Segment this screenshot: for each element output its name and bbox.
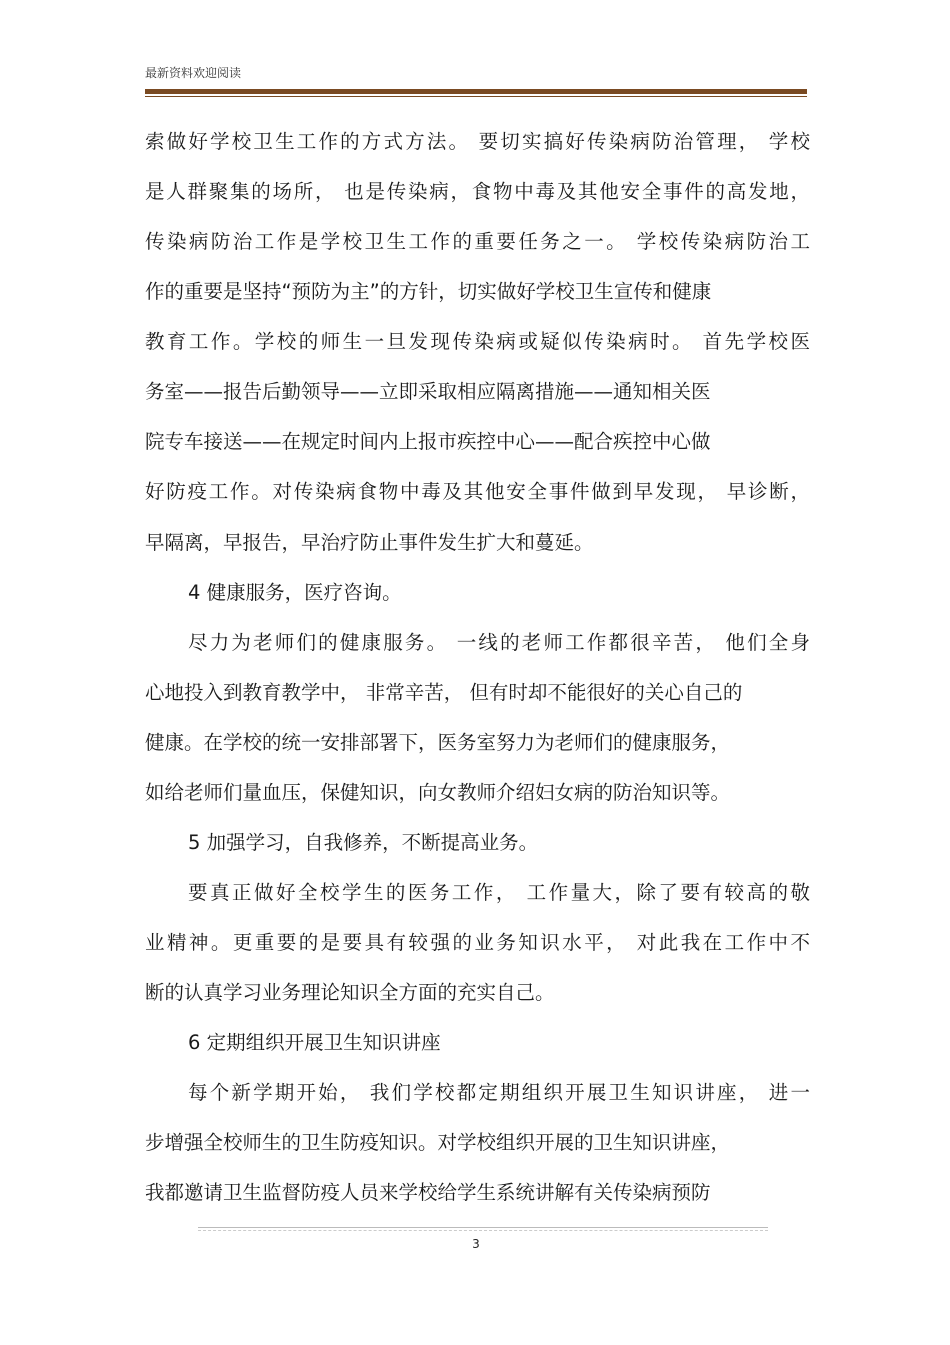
text-line: 索做好学校卫生工作的方式方法。 要切实搞好传染病防治管理， 学校 — [145, 130, 810, 153]
text-line: 步增强全校师生的卫生防疫知识。对学校组织开展的卫生知识讲座， — [145, 1131, 731, 1154]
text-line: 要真正做好全校学生的医务工作， 工作量大，除了要有较高的敬 — [188, 881, 810, 904]
text-line: 心地投入到教育教学中， 非常辛苦， 但有时却不能很好的关心自己的 — [145, 681, 743, 704]
header-rule-thin — [145, 96, 807, 97]
text-line: 断的认真学习业务理论知识全方面的充实自己。 — [145, 981, 555, 1004]
text-line: 业精神。更重要的是要具有较强的业务知识水平， 对此我在工作中不 — [145, 931, 810, 954]
text-line: 是人群聚集的场所， 也是传染病，食物中毒及其他安全事件的高发地， — [145, 180, 810, 203]
text-line: 尽力为老师们的健康服务。 一线的老师工作都很辛苦， 他们全身 — [188, 631, 810, 654]
text-line: 教育工作。学校的师生一旦发现传染病或疑似传染病时。 首先学校医 — [145, 330, 810, 353]
text-line: 我都邀请卫生监督防疫人员来学校给学生系统讲解有关传染病预防 — [145, 1181, 711, 1204]
text-line: 传染病防治工作是学校卫生工作的重要任务之一。 学校传染病防治工 — [145, 230, 810, 253]
text-line: 早隔离，早报告，早治疗防止事件发生扩大和蔓延。 — [145, 531, 594, 554]
text-line: 好防疫工作。对传染病食物中毒及其他安全事件做到早发现， 早诊断， — [145, 480, 810, 503]
text-line: 院专车接送——在规定时间内上报市疾控中心——配合疾控中心做 — [145, 430, 711, 453]
text-line: 务室——报告后勤领导——立即采取相应隔离措施——通知相关医 — [145, 380, 711, 403]
header-rule — [145, 89, 807, 94]
text-line: 如给老师们量血压，保健知识，向女教师介绍妇女病的防治知识等。 — [145, 781, 731, 804]
page-number: 3 — [472, 1237, 480, 1251]
footer-rule — [198, 1227, 768, 1228]
header-text: 最新资料欢迎阅读 — [145, 66, 242, 80]
section-heading: 5 加强学习，自我修养，不断提高业务。 — [188, 831, 539, 854]
section-heading: 4 健康服务，医疗咨询。 — [188, 581, 402, 604]
text-line: 作的重要是坚持“预防为主”的方针，切实做好学校卫生宣传和健康 — [145, 280, 712, 303]
text-line: 健康。在学校的统一安排部署下，医务室努力为老师们的健康服务， — [145, 731, 731, 754]
footer-rule-dashed — [198, 1230, 768, 1231]
section-heading: 6 定期组织开展卫生知识讲座 — [188, 1031, 441, 1054]
text-line: 每个新学期开始， 我们学校都定期组织开展卫生知识讲座， 进一 — [188, 1081, 810, 1104]
